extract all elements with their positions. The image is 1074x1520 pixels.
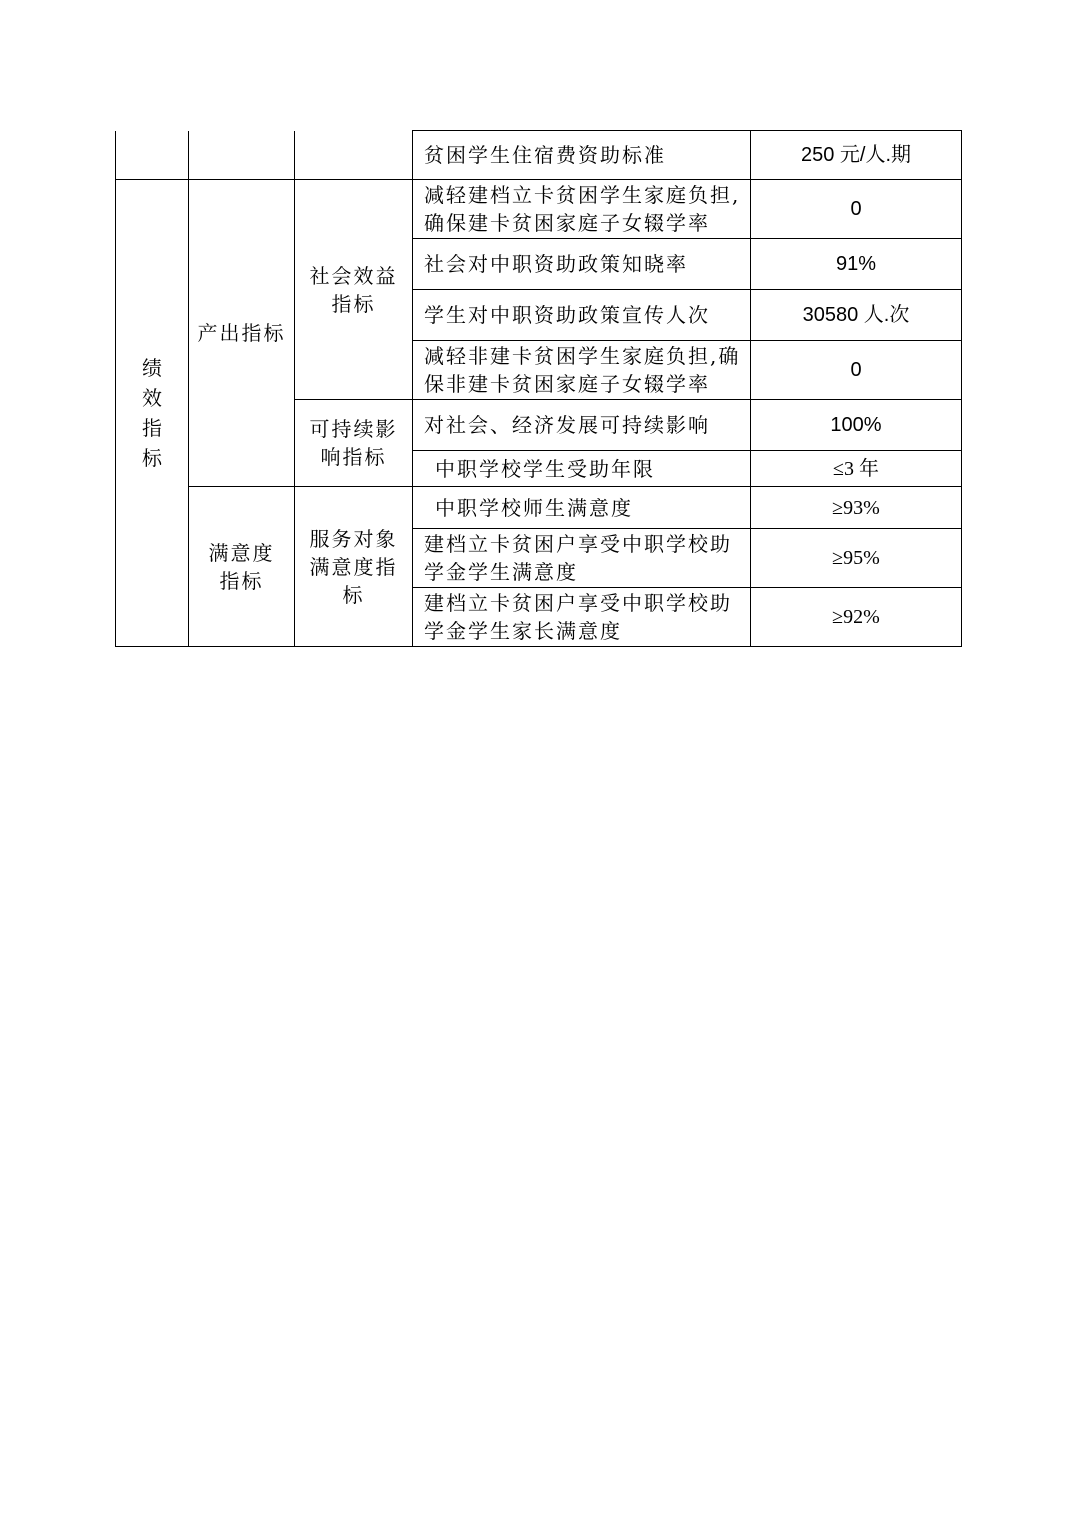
output-label: 产出指标 <box>197 321 286 345</box>
indicator-cell: 中职学校学生受助年限 <box>413 451 751 487</box>
empty-cell <box>295 131 413 180</box>
social-benefit-cell <box>295 180 413 400</box>
value-cell: 91% <box>751 239 962 290</box>
satisfaction-label: 满意度指标 <box>208 540 275 593</box>
sustainable-impact-cell <box>295 400 413 487</box>
indicator-cell: 贫困学生住宿费资助标准 <box>413 131 751 180</box>
table-row <box>116 487 962 529</box>
social-benefit-label: 社会效益指标 <box>309 263 398 316</box>
performance-indicator-table <box>115 130 962 647</box>
indicator-cell: 减轻非建卡贫困学生家庭负担,确保非建卡贫困家庭子女辍学率 <box>413 341 751 400</box>
table-row <box>116 180 962 239</box>
empty-cell <box>189 131 295 180</box>
satisfaction-cell <box>189 487 295 647</box>
indicator-cell: 减轻建档立卡贫困学生家庭负担,确保建卡贫困家庭子女辍学率 <box>413 180 751 239</box>
value-cell: 30580 人.次 <box>751 290 962 341</box>
service-satisfaction-label: 服务对象满意度指标 <box>309 526 398 607</box>
value-cell: ≥95% <box>751 529 962 588</box>
value-cell: ≥92% <box>751 588 962 647</box>
indicator-cell: 社会对中职资助政策知晓率 <box>413 239 751 290</box>
table-row <box>116 131 962 180</box>
value-cell: 0 <box>751 341 962 400</box>
value-cell: 0 <box>751 180 962 239</box>
output-cell <box>189 180 295 487</box>
indicator-cell: 建档立卡贫困户享受中职学校助学金学生满意度 <box>413 529 751 588</box>
indicator-cell: 对社会、经济发展可持续影响 <box>413 400 751 451</box>
empty-cell <box>116 131 189 180</box>
indicator-cell: 中职学校师生满意度 <box>413 487 751 529</box>
service-satisfaction-cell <box>295 487 413 647</box>
indicator-cell: 建档立卡贫困户享受中职学校助学金学生家长满意度 <box>413 588 751 647</box>
value-cell: 100% <box>751 400 962 451</box>
value-cell: ≤3 年 <box>751 451 962 487</box>
sustainable-impact-label: 可持续影响指标 <box>309 417 398 469</box>
value-cell: ≥93% <box>751 487 962 529</box>
level1-cell <box>116 180 189 647</box>
level1-label: 绩效指标 <box>142 356 162 470</box>
indicator-cell: 学生对中职资助政策宣传人次 <box>413 290 751 341</box>
value-cell: 250 元/人.期 <box>751 131 962 180</box>
